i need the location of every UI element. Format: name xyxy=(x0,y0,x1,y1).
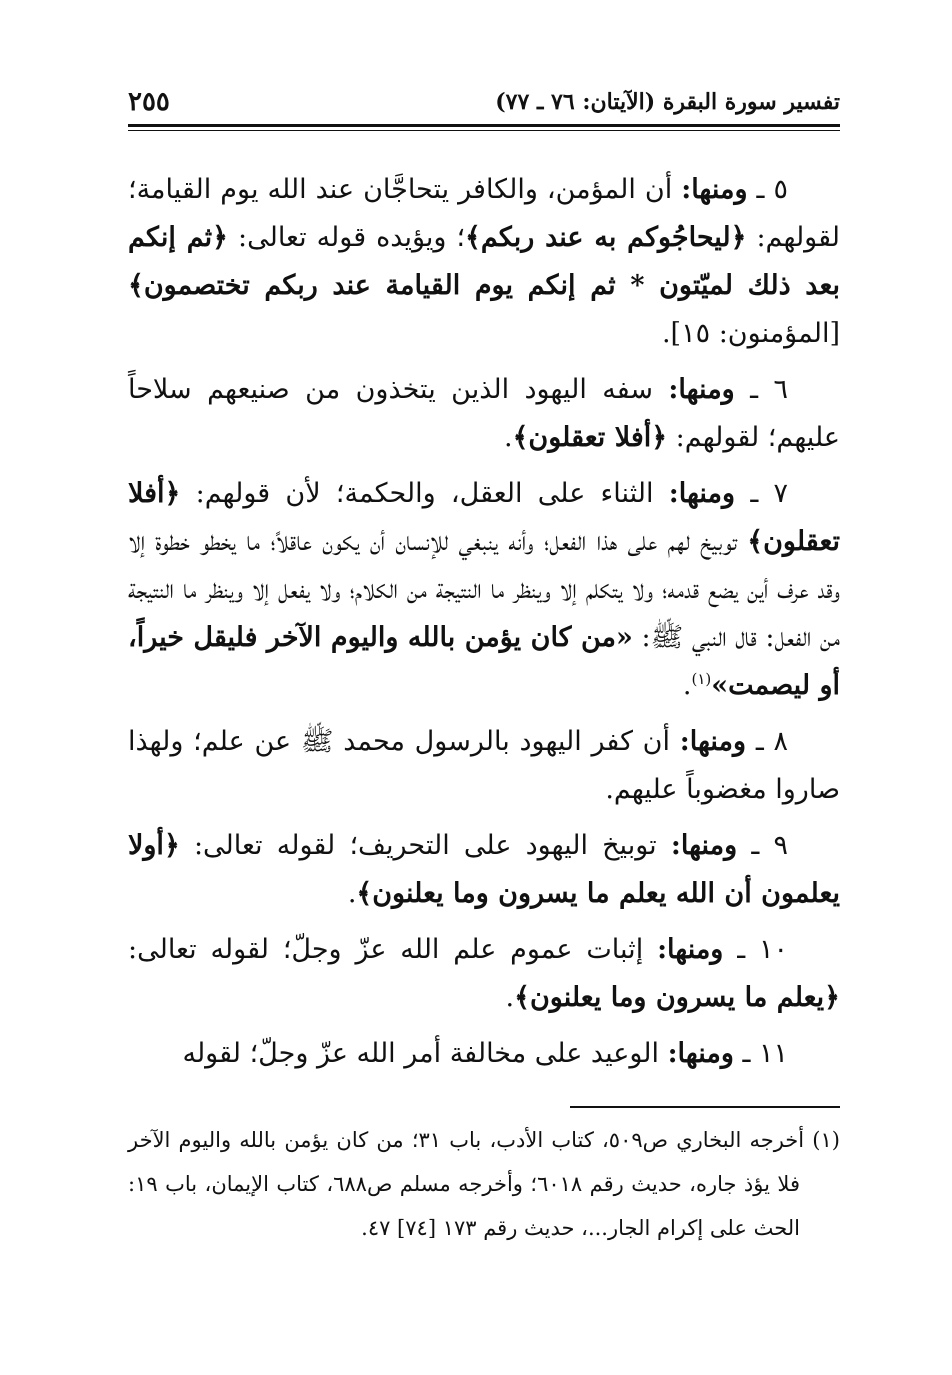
item-text: أن المؤمن، والكافر يتحاجَّان عند الله يوم القيامة؛ لقولهم: xyxy=(128,174,841,253)
item-number: ١٠ ـ xyxy=(737,934,788,965)
footnote-block xyxy=(128,1118,840,1250)
item-text: . xyxy=(682,670,692,701)
header-rule xyxy=(128,124,840,127)
item-number: ٧ ـ xyxy=(750,478,788,509)
item-number: ٥ ـ xyxy=(756,174,788,205)
item-number: ٦ ـ xyxy=(750,374,788,405)
header-title: تفسير سورة البقرة (الآيتان: ٧٦ ـ ٧٧) xyxy=(495,89,840,115)
page-number: ٢٥٥ xyxy=(128,87,170,117)
paragraph-9 xyxy=(128,822,840,918)
paragraph-11 xyxy=(128,1030,840,1078)
item-number: ٨ ـ xyxy=(755,726,788,757)
quran-quote: ﴿يعلم ما يسرون وما يعلنون﴾ xyxy=(514,982,840,1013)
item-number: ٩ ـ xyxy=(751,830,788,861)
running-header xyxy=(128,84,840,120)
item-text: أن كفر اليهود بالرسول محمد ﷺ عن علم؛ ولهذا صاروا مغضوباً عليهم. xyxy=(128,726,840,805)
quran-quote: ﴿أفلا تعقلون﴾ xyxy=(512,422,668,453)
main-text xyxy=(128,166,840,1086)
item-text: [المؤمنون: ١٥]. xyxy=(661,318,840,349)
item-text: ؛ ويؤيده قوله تعالى: xyxy=(228,222,466,253)
item-text: . xyxy=(503,422,513,453)
quran-quote: ﴿ليحاجُوكم به عند ربكم﴾ xyxy=(465,222,747,253)
hadith-quote: «من كان يؤمن بالله واليوم الآخر فليقل خيراً، أو ليصمت» xyxy=(128,622,840,701)
footnote-1: (١) أخرجه البخاري ص٥٠٩، كتاب الأدب، باب ٣١؛ من كان يؤمن بالله واليوم الآخر فلا يؤذ جاره، حديث رقم ٦٠١٨؛ وأخرجه مسلم ص٦٨٨، كتاب الإيمان، باب ١٩: الحث على إكرام الجار...، حديث رقم ١٧٣ [٧٤] ٤٧. xyxy=(128,1128,840,1240)
paragraph-5 xyxy=(128,166,840,358)
item-lead: ومنها: xyxy=(670,830,738,861)
item-lead: ومنها: xyxy=(681,174,748,205)
item-text: إثبات عموم علم الله عزّ وجلّ؛ لقوله تعالى: xyxy=(128,934,658,965)
item-lead: ومنها: xyxy=(657,934,724,965)
item-number: ١١ ـ xyxy=(742,1038,788,1069)
item-text: الوعيد على مخالفة أمر الله عزّ وجلّ؛ لقوله xyxy=(182,1038,668,1069)
quran-quote: ﴿أفلا تعقلون﴾ xyxy=(128,478,840,557)
paragraph-7 xyxy=(128,470,840,710)
item-text: . xyxy=(347,878,357,909)
footnote-ref[interactable]: (١) xyxy=(691,670,712,688)
paragraph-10 xyxy=(128,926,840,1022)
item-text: . xyxy=(505,982,515,1013)
item-text: توبيخ لهم على هذا الفعل؛ وأنه ينبغي للإنسان أن يكون عاقلاً؛ ما يخطو خطوة إلا وقد عرف أين يضع قدمه؛ ولا يتكلم إلا وينظر ما النتيجة من الكلام؛ ولا يفعل إلا وينظر ما النتيجة من الفعل: قال النبي ﷺ: xyxy=(128,526,840,653)
paragraph-6 xyxy=(128,366,840,462)
item-lead: ومنها: xyxy=(668,374,735,405)
footnote-separator xyxy=(570,1106,840,1108)
item-lead: ومنها: xyxy=(668,478,736,509)
item-lead: ومنها: xyxy=(667,1038,734,1069)
item-lead: ومنها: xyxy=(679,726,747,757)
header-rule-thin xyxy=(128,130,840,131)
item-text: سفه اليهود الذين يتخذون من صنيعهم سلاحاً عليهم؛ لقولهم: xyxy=(128,374,840,453)
item-text: توبيخ اليهود على التحريف؛ لقوله تعالى: xyxy=(179,830,671,861)
paragraph-8 xyxy=(128,718,840,814)
item-text: الثناء على العقل، والحكمة؛ لأن قولهم: xyxy=(180,478,669,509)
quran-quote: ﴿أولا يعلمون أن الله يعلم ما يسرون وما يعلنون﴾ xyxy=(128,830,840,909)
quran-quote: ﴿ثم إنكم بعد ذلك لميّتون * ثم إنكم يوم القيامة عند ربكم تختصمون﴾ xyxy=(128,222,840,301)
